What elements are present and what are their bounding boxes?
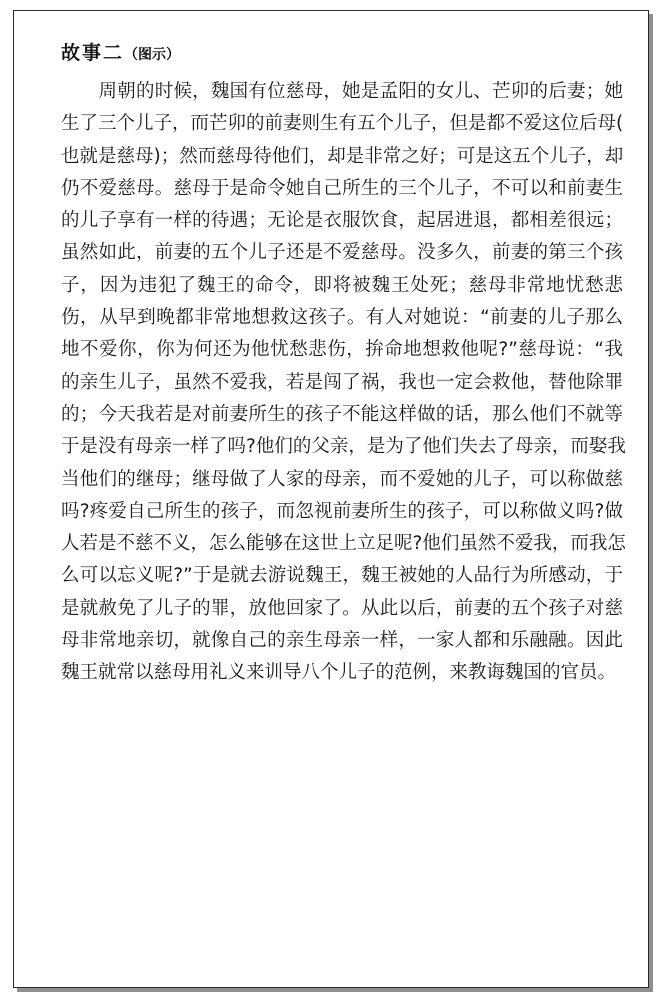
text-line: 伤，从早到晚都非常地想救这孩子。有人对她说：“前妻的儿子那么 — [61, 307, 623, 329]
text-line: 生了三个儿子，而芒卯的前妻则生有五个儿子，但是都不爱这位后母( — [61, 113, 624, 135]
text-line: 么可以忘义呢?”于是就去游说魏王，魏王被她的人品行为所感动，于 — [61, 565, 623, 587]
text-line: 子，因为违犯了魏王的命令，即将被魏王处死；慈母非常地忧愁悲 — [61, 274, 623, 296]
text-line: 当他们的继母；继母做了人家的母亲，而不爱她的儿子，可以称做慈 — [61, 468, 623, 490]
text-line: 的亲生儿子，虽然不爱我，若是闯了祸，我也一定会救他，替他除罪 — [61, 371, 623, 393]
story-title — [61, 41, 180, 67]
story-body — [61, 76, 626, 690]
text-line: 是就赦免了儿子的罪，放他回家了。从此以后，前妻的五个孩子对慈 — [61, 597, 623, 619]
text-line: 仍不爱慈母。慈母于是命令她自己所生的三个儿子，不可以和前妻生 — [61, 177, 623, 199]
story-title-text: 故事二 — [61, 42, 125, 64]
text-line: 也就是慈母)；然而慈母待他们，却是非常之好；可是这五个儿子，却 — [61, 145, 624, 167]
text-line: 母非常地亲切，就像自己的亲生母亲一样，一家人都和乐融融。因此 — [61, 630, 623, 652]
text-line: 的儿子享有一样的待遇；无论是衣服饮食，起居进退，都相差很远； — [61, 210, 623, 232]
text-line: 于是没有母亲一样了吗?他们的父亲，是为了他们失去了母亲，而娶我 — [61, 436, 626, 458]
text-line: 地不爱你，你为何还为他忧愁悲伤，拚命地想救他呢?”慈母说：“我 — [61, 339, 623, 361]
text-line: 魏王就常以慈母用礼义来训导八个儿子的范例，来教诲魏国的官员。 — [61, 662, 617, 684]
story-title-note: （图示） — [124, 47, 181, 63]
text-line: 人若是不慈不义，怎么能够在这世上立足呢?他们虽然不爱我，而我怎 — [61, 533, 626, 555]
text-line: 的；今天我若是对前妻所生的孩子不能这样做的话，那么他们不就等 — [61, 403, 623, 425]
text-line: 虽然如此，前妻的五个儿子还是不爱慈母。没多久，前妻的第三个孩 — [61, 242, 623, 264]
text-line: 周朝的时候，魏国有位慈母，她是孟阳的女儿、芒卯的后妻；她 — [61, 81, 623, 102]
text-line: 吗?疼爱自己所生的孩子，而忽视前妻所生的孩子，可以称做义吗?做 — [61, 500, 623, 522]
